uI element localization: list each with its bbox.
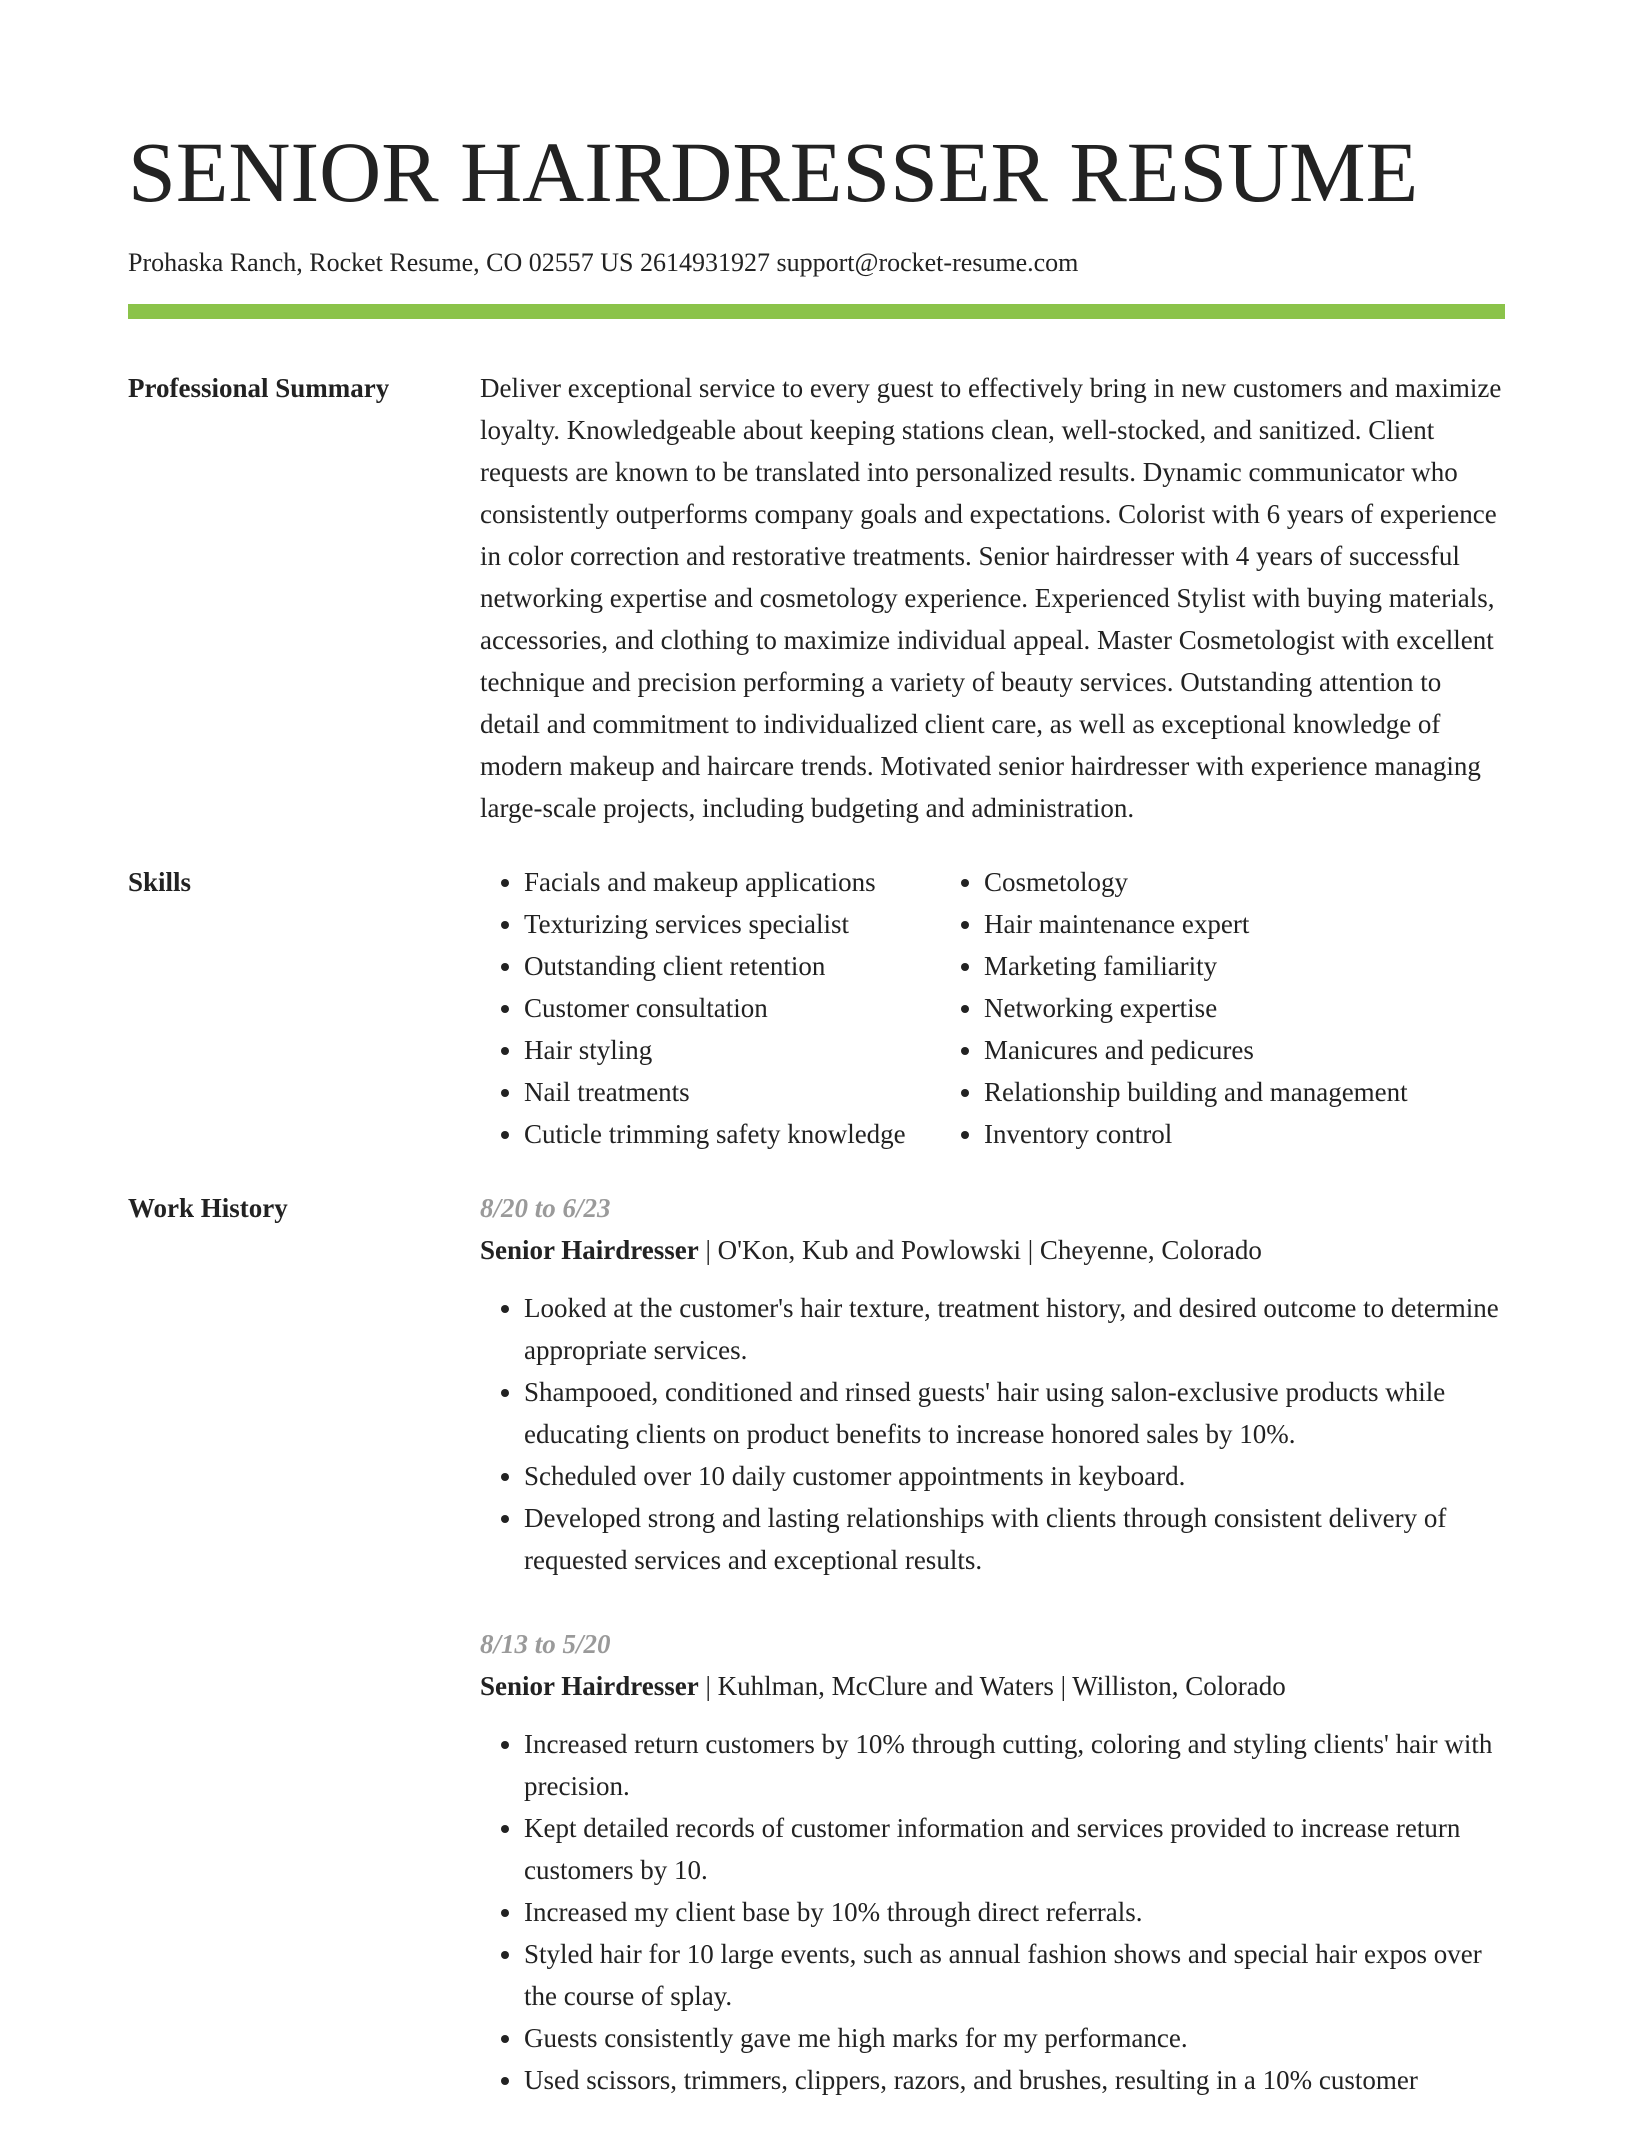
work-history-label: Work History xyxy=(128,1193,288,1223)
job-bullet: • Used scissors, trimmers, clippers, razors, and brushes, resulting in a 10% customer xyxy=(524,2059,1505,2101)
skill-item: • Hair styling xyxy=(524,1029,940,1071)
job-bullets xyxy=(480,1723,1505,2101)
skill-item: • Texturizing services specialist xyxy=(524,903,940,945)
job-bullet: • Kept detailed records of customer information and services provided to increase return customers by 10. xyxy=(524,1807,1505,1891)
skill-item: • Networking expertise xyxy=(984,987,1505,1029)
accent-divider xyxy=(128,304,1505,319)
skill-item: • Inventory control xyxy=(984,1113,1505,1155)
job-role: Senior Hairdresser xyxy=(480,1671,699,1701)
job-bullet: • Scheduled over 10 daily customer appointments in keyboard. xyxy=(524,1455,1505,1497)
summary-content xyxy=(480,367,1505,829)
skill-item: • Manicures and pedicures xyxy=(984,1029,1505,1071)
job-title-line xyxy=(480,1229,1505,1271)
job-bullet: • Increased return customers by 10% through cutting, coloring and styling clients' hair with precision. xyxy=(524,1723,1505,1807)
job-bullet: • Increased my client base by 10% through direct referrals. xyxy=(524,1891,1505,1933)
job-bullet: • Developed strong and lasting relationships with clients through consistent delivery of requested services and exceptional results. xyxy=(524,1497,1505,1581)
job-bullets xyxy=(480,1287,1505,1581)
skill-item: • Cuticle trimming safety knowledge xyxy=(524,1113,940,1155)
skills-label: Skills xyxy=(128,867,192,897)
skill-item: • Hair maintenance expert xyxy=(984,903,1505,945)
job-bullet: • Styled hair for 10 large events, such as annual fashion shows and special hair expos over the course of splay. xyxy=(524,1933,1505,2017)
skills-section xyxy=(128,861,1505,1155)
resume-title: SENIOR HAIRDRESSER RESUME xyxy=(128,124,1419,220)
summary-section xyxy=(128,367,1505,829)
work-history-content xyxy=(480,1187,1505,2143)
skill-item: • Relationship building and management xyxy=(984,1071,1505,1113)
job-details: | Kuhlman, McClure and Waters | Williston, Colorado xyxy=(698,1671,1286,1701)
job-dates: 8/20 to 6/23 xyxy=(480,1193,611,1223)
skills-list-right xyxy=(940,861,1505,1155)
job-bullet: • Shampooed, conditioned and rinsed guests' hair using salon-exclusive products while educating clients on product benefits to increase honored sales by 10%. xyxy=(524,1371,1505,1455)
skill-item: • Outstanding client retention xyxy=(524,945,940,987)
skill-item: • Nail treatments xyxy=(524,1071,940,1113)
skill-item: • Cosmetology xyxy=(984,861,1505,903)
skill-item: • Facials and makeup applications xyxy=(524,861,940,903)
summary-label: Professional Summary xyxy=(128,373,390,403)
skill-item: • Marketing familiarity xyxy=(984,945,1505,987)
skill-item: • Customer consultation xyxy=(524,987,940,1029)
skills-content xyxy=(480,861,1505,1155)
job-details: | O'Kon, Kub and Powlowski | Cheyenne, Colorado xyxy=(698,1235,1262,1265)
job-role: Senior Hairdresser xyxy=(480,1235,699,1265)
job-title-line xyxy=(480,1665,1505,1707)
contact-line: Prohaska Ranch, Rocket Resume, CO 02557 US 2614931927 support@rocket-resume.com xyxy=(128,248,1079,277)
work-history-section xyxy=(128,1187,1505,2143)
resume-page xyxy=(128,0,1505,2143)
summary-text: Deliver exceptional service to every guest to effectively bring in new customers and maximize loyalty. Knowledgeable about keeping stations clean, well-stocked, and sanitized. Client requests are known to be translated into personalized results. Dynamic communicator who consistently outperforms company goals and expectations. Colorist with 6 years of experience in color correction and restorative treatments. Senior hairdresser with 4 years of successful networking expertise and cosmetology experience. Experienced Stylist with buying materials, accessories, and clothing to maximize individual appeal. Master Cosmetologist with excellent technique and precision performing a variety of beauty services. Outstanding attention to detail and commitment to individualized client care, as well as exceptional knowledge of modern makeup and haircare trends. Motivated senior hairdresser with experience managing large-scale projects, including budgeting and administration. xyxy=(480,373,1502,823)
job-bullet: • Looked at the customer's hair texture, treatment history, and desired outcome to determine appropriate services. xyxy=(524,1287,1505,1371)
job-entry xyxy=(480,1623,1505,2101)
job-entry xyxy=(480,1187,1505,1581)
skills-list-left xyxy=(480,861,940,1155)
job-bullet: • Guests consistently gave me high marks for my performance. xyxy=(524,2017,1505,2059)
job-dates: 8/13 to 5/20 xyxy=(480,1629,611,1659)
